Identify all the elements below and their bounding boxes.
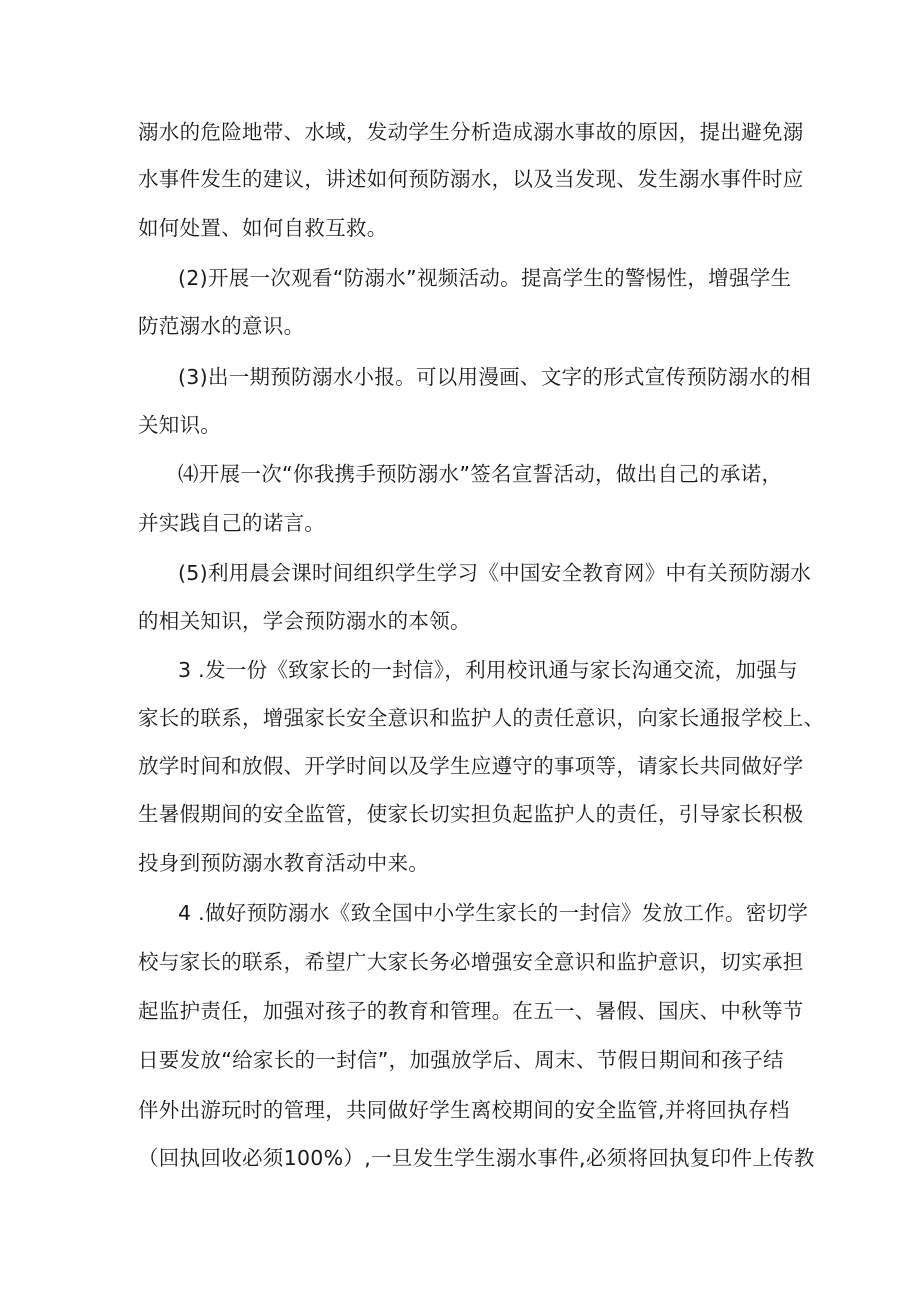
text-line: 放学时间和放假、开学时间以及学生应遵守的事项等，请家长共同做好学 xyxy=(138,754,804,778)
text-line: 3 .发一份《致家长的一封信》，利用校讯通与家长沟通交流，加强与 xyxy=(178,658,798,682)
text-line: 并实践自己的诺言。 xyxy=(138,511,326,535)
text-line: 伴外出游玩时的管理，共同做好学生离校期间的安全监管,并将回执存档 xyxy=(138,1098,790,1122)
text-line: 的相关知识，学会预防溺水的本领。 xyxy=(138,609,471,633)
text-line: 家长的联系，增强家长安全意识和监护人的责任意识，向家长通报学校上、 xyxy=(138,706,825,730)
text-line: (5)利用晨会课时间组织学生学习《中国安全教育网》中有关预防溺水 xyxy=(178,561,812,585)
text-line: 4 .做好预防溺水《致全国中小学生家长的一封信》发放工作。密切学 xyxy=(178,901,809,925)
text-line: 日要发放“给家长的一封信”，加强放学后、周末、节假日期间和孩子结 xyxy=(138,1048,784,1072)
text-line: 关知识。 xyxy=(138,413,222,437)
text-line: 防范溺水的意识。 xyxy=(138,314,305,338)
text-line: 溺水的危险地带、水域，发动学生分析造成溺水事故的原因，提出避免溺 xyxy=(138,120,804,144)
text-line: （回执回收必须100%）,一旦发生学生溺水事件,必须将回执复印件上传教 xyxy=(138,1146,815,1170)
text-line: 投身到预防溺水教育活动中来。 xyxy=(138,851,430,875)
text-line: (3)出一期预防溺水小报。可以用漫画、文字的形式宣传预防溺水的相 xyxy=(178,365,812,389)
text-line: 水事件发生的建议，讲述如何预防溺水，以及当发现、发生溺水事件时应 xyxy=(138,167,804,191)
text-line: 如何处置、如何自救互救。 xyxy=(138,216,388,240)
text-line: (2)开展一次观看“防溺水”视频活动。提高学生的警惕性，增强学生 xyxy=(178,266,792,290)
text-line: ⑷开展一次“你我携手预防溺水”签名宣誓活动，做出自己的承诺， xyxy=(178,462,783,486)
text-line: 生暑假期间的安全监管，使家长切实担负起监护人的责任，引导家长积极 xyxy=(138,802,804,826)
text-line: 校与家长的联系，希望广大家长务必增强安全意识和监护意识，切实承担 xyxy=(138,950,804,974)
text-line: 起监护责任，加强对孩子的教育和管理。在五一、暑假、国庆、中秋等节 xyxy=(138,999,804,1023)
